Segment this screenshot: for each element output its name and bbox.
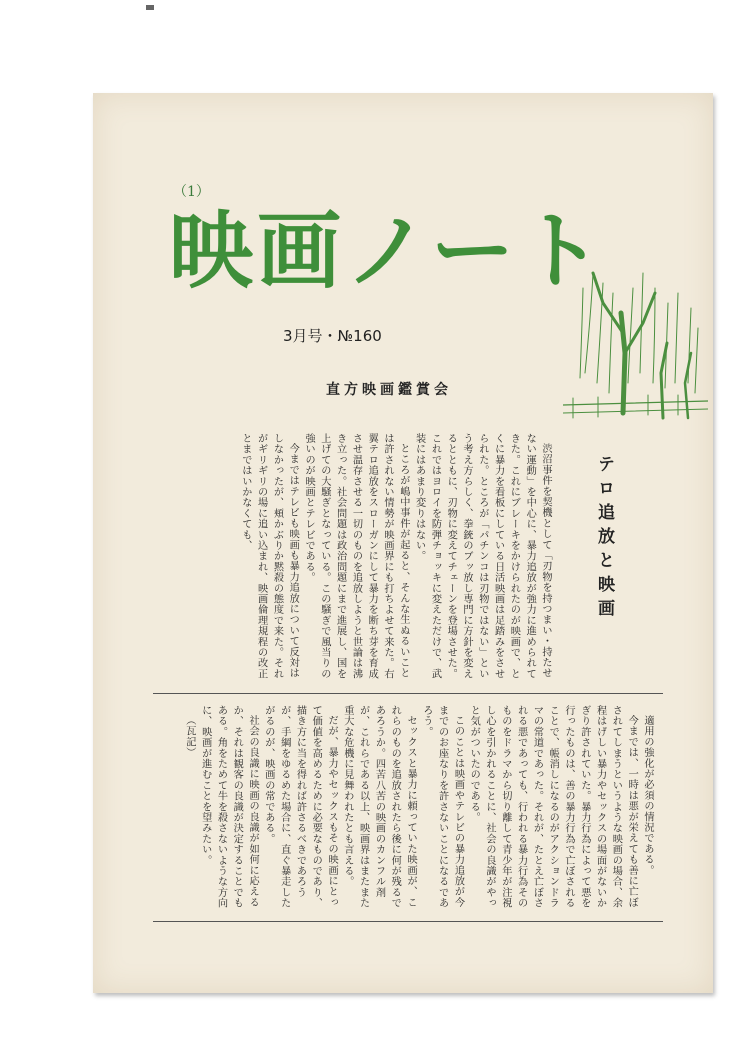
paragraph: ところが嶋中事件が起ると、そんな生ぬるいことは許されない情勢が映画界にも打ちよせて来た。右翼テロ追放をスローガンにして暴力を断ち芽を育成させ温存させる一切のものを追放しようと世論は沸き立った。社会問題は政治問題にまで進展し、国を上げての大騒ぎとなっている。この騒ぎで風当りの強いのが映画とテレビである。 xyxy=(303,433,409,680)
willow-tree-illustration xyxy=(563,233,708,423)
paragraph: セックスと暴力に頼っていた映画が、これらのものを追放されたら後に何が残るであろうか。四苦八苦の映画のカンフル剤が、これらである以上、映画界はまたまた重大な危機に見舞われたとも言える。 xyxy=(341,705,417,909)
masthead-title: 映画ノート xyxy=(169,202,607,300)
section-divider-top xyxy=(153,693,663,694)
article-body-bottom xyxy=(155,705,655,915)
scan-speck xyxy=(146,5,154,10)
article-body-top xyxy=(155,433,553,683)
section-divider-bottom xyxy=(153,921,663,922)
issue-date-number: 3月号・№160 xyxy=(283,327,382,345)
paragraph: 適用の強化が必須の情況である。 xyxy=(642,715,653,876)
organization-name: 直方映画鑑賞会 xyxy=(326,382,452,398)
paragraph: 渋沼事件を契機として「刃物を持つまい・持たせない運動」を中心に、暴力追放が強力に進められてきた。これにブレーキをかけられたのが映画で、とくに暴力を看板にしている日活映画は足踏みをさせられた。ところが「パチンコは刃物ではない」という考え方らしく、拳銃のブッ放し専門に方針を変えるとともに、刃物に変えてチェーンを登場させた。これではヨロイを防弾チョッキに変えただけで、武装にはあまり変りはない。 xyxy=(413,433,551,680)
paragraph: このことは映画やテレビの暴力追放が今までのお座なりを許さないことになるであろう。 xyxy=(420,705,464,909)
article-title: テロ追放と映画 xyxy=(594,455,614,623)
newsletter-page xyxy=(93,93,713,993)
paragraph: 今までは、一時は悪が栄えても善に亡ぼされてしまうというような映画の場合、余程はげしい暴力やセックスの場面がないかぎり許されていた。暴力行為によって悪を行ったものは、善の暴力行為で亡ぼされることで、帳消しになるのがアクションドラマの常道であった。それが、たとえ亡ぼされる悪であっても、行われる暴力行為そのものをドラマから切り離して青少年が注視し心を引かれることに、社会の良識がやっと気がついたのである。 xyxy=(468,705,638,909)
paragraph: 今まではテレビも映画も暴力追放について反対はしなかったが、頬かぶりか黙殺の態度で来た。それがギリギリの場に追い込まれ、映画倫理規程の改正とまではいかなくても、 xyxy=(239,433,299,680)
masthead xyxy=(169,191,607,311)
paragraph: だが、暴力やセックスもその映画にとって価値を高めるために必要なものであり、描き方に当を得れば許さるべきであろうが、手綱をゆるめた場合に、直ぐ暴走したがるのが、映画の常である。 xyxy=(262,705,338,909)
author-signature: （瓦記） xyxy=(183,715,195,758)
issue-number-label: （1） xyxy=(173,184,210,200)
paragraph: 社会の良識に映画の良識が如何に応えるか、それは観客の良識が決定することでもある。角をためて牛を殺さないような方向に、映画が進むことを望みたい。 xyxy=(199,705,259,909)
